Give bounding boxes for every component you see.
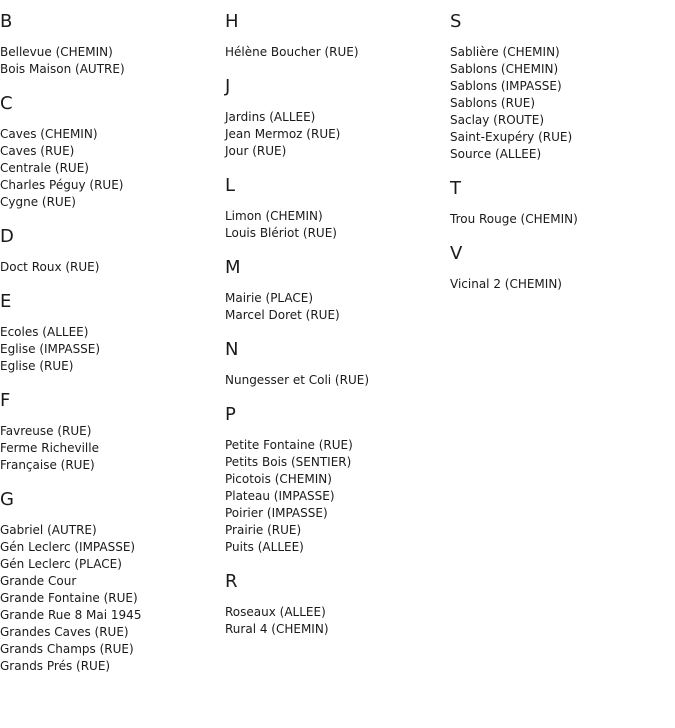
- street-list: [450, 44, 670, 163]
- street-link[interactable]: Doct Roux (RUE): [0, 260, 100, 274]
- street-link[interactable]: Puits (ALLEE): [225, 540, 304, 554]
- letter-group: [450, 242, 670, 293]
- street-list: [450, 276, 670, 293]
- letter-group: [0, 225, 220, 276]
- street-list: [225, 109, 445, 160]
- street-link[interactable]: Plateau (IMPASSE): [225, 489, 335, 503]
- street-list: [0, 522, 220, 675]
- street-list: [0, 259, 220, 276]
- street-link[interactable]: Petits Bois (SENTIER): [225, 455, 352, 469]
- street-link[interactable]: Roseaux (ALLEE): [225, 605, 326, 619]
- street-link[interactable]: Mairie (PLACE): [225, 291, 314, 305]
- street-link[interactable]: Source (ALLEE): [450, 147, 542, 161]
- street-list: [225, 44, 445, 61]
- street-link[interactable]: Ecoles (ALLEE): [0, 325, 89, 339]
- street-link[interactable]: Nungesser et Coli (RUE): [225, 373, 369, 387]
- letter-group: [0, 488, 220, 675]
- street-link[interactable]: Gabriel (AUTRE): [0, 523, 97, 537]
- street-link[interactable]: Sablière (CHEMIN): [450, 45, 560, 59]
- letter-heading: F: [0, 390, 11, 411]
- letter-heading: M: [225, 257, 241, 278]
- letter-group: [0, 290, 220, 375]
- street-link[interactable]: Sablons (IMPASSE): [450, 79, 562, 93]
- street-link[interactable]: Grands Champs (RUE): [0, 642, 134, 656]
- street-link[interactable]: Saclay (ROUTE): [450, 113, 545, 127]
- street-link[interactable]: Sablons (CHEMIN): [450, 62, 559, 76]
- letter-heading: H: [225, 11, 239, 32]
- letter-group: [225, 75, 445, 160]
- letter-heading: J: [225, 76, 231, 97]
- letter-group: [225, 338, 445, 389]
- street-link[interactable]: Bois Maison (AUTRE): [0, 62, 125, 76]
- street-link[interactable]: Limon (CHEMIN): [225, 209, 323, 223]
- street-link[interactable]: Grande Fontaine (RUE): [0, 591, 138, 605]
- index-column-2: [225, 10, 445, 652]
- letter-heading: G: [0, 489, 14, 510]
- letter-heading: S: [450, 11, 462, 32]
- street-link[interactable]: Favreuse (RUE): [0, 424, 92, 438]
- street-list: [225, 290, 445, 324]
- letter-heading: T: [450, 178, 461, 199]
- street-link[interactable]: Eglise (RUE): [0, 359, 74, 373]
- index-column-3: [450, 10, 670, 307]
- street-link[interactable]: Vicinal 2 (CHEMIN): [450, 277, 562, 291]
- street-link[interactable]: Eglise (IMPASSE): [0, 342, 101, 356]
- street-link[interactable]: Rural 4 (CHEMIN): [225, 622, 329, 636]
- letter-group: [225, 403, 445, 556]
- street-list: [450, 211, 670, 228]
- street-link[interactable]: Charles Péguy (RUE): [0, 178, 124, 192]
- street-link[interactable]: Louis Blériot (RUE): [225, 226, 337, 240]
- street-link[interactable]: Saint-Exupéry (RUE): [450, 130, 573, 144]
- letter-heading: P: [225, 404, 236, 425]
- street-list: [225, 208, 445, 242]
- street-link[interactable]: Grande Cour: [0, 574, 77, 588]
- street-link[interactable]: Grande Rue 8 Mai 1945: [0, 608, 142, 622]
- street-link[interactable]: Caves (CHEMIN): [0, 127, 98, 141]
- letter-group: [0, 389, 220, 474]
- letter-group: [225, 10, 445, 61]
- street-link[interactable]: Jean Mermoz (RUE): [225, 127, 341, 141]
- street-link[interactable]: Jardins (ALLEE): [225, 110, 316, 124]
- street-link[interactable]: Poirier (IMPASSE): [225, 506, 328, 520]
- street-link[interactable]: Centrale (RUE): [0, 161, 89, 175]
- street-link[interactable]: Petite Fontaine (RUE): [225, 438, 353, 452]
- street-link[interactable]: Sablons (RUE): [450, 96, 536, 110]
- letter-group: [0, 10, 220, 78]
- street-list: [0, 423, 220, 474]
- letter-group: [450, 177, 670, 228]
- street-link[interactable]: Caves (RUE): [0, 144, 75, 158]
- street-list: [0, 126, 220, 211]
- letter-heading: R: [225, 571, 238, 592]
- street-link[interactable]: Gén Leclerc (PLACE): [0, 557, 122, 571]
- street-link[interactable]: Française (RUE): [0, 458, 95, 472]
- street-link[interactable]: Picotois (CHEMIN): [225, 472, 332, 486]
- street-link[interactable]: Ferme Richeville: [0, 441, 99, 455]
- street-link[interactable]: Hélène Boucher (RUE): [225, 45, 359, 59]
- street-link[interactable]: Jour (RUE): [225, 144, 287, 158]
- letter-heading: L: [225, 175, 236, 196]
- letter-heading: C: [0, 93, 13, 114]
- street-list: [0, 324, 220, 375]
- letter-heading: V: [450, 243, 463, 264]
- street-list: [0, 44, 220, 78]
- street-link[interactable]: Gén Leclerc (IMPASSE): [0, 540, 136, 554]
- street-link[interactable]: Grands Prés (RUE): [0, 659, 111, 673]
- street-link[interactable]: Bellevue (CHEMIN): [0, 45, 113, 59]
- letter-group: [0, 92, 220, 211]
- letter-group: [225, 256, 445, 324]
- street-list: [225, 604, 445, 638]
- street-list: [225, 437, 445, 556]
- street-link[interactable]: Prairie (RUE): [225, 523, 302, 537]
- letter-heading: B: [0, 11, 13, 32]
- letter-group: [225, 570, 445, 638]
- street-link[interactable]: Marcel Doret (RUE): [225, 308, 340, 322]
- letter-heading: N: [225, 339, 239, 360]
- street-list: [225, 372, 445, 389]
- letter-heading: E: [0, 291, 12, 312]
- street-link[interactable]: Trou Rouge (CHEMIN): [450, 212, 578, 226]
- street-link[interactable]: Cygne (RUE): [0, 195, 76, 209]
- letter-group: [450, 10, 670, 163]
- street-link[interactable]: Grandes Caves (RUE): [0, 625, 129, 639]
- letter-heading: D: [0, 226, 14, 247]
- letter-group: [225, 174, 445, 242]
- index-column-1: [0, 10, 220, 689]
